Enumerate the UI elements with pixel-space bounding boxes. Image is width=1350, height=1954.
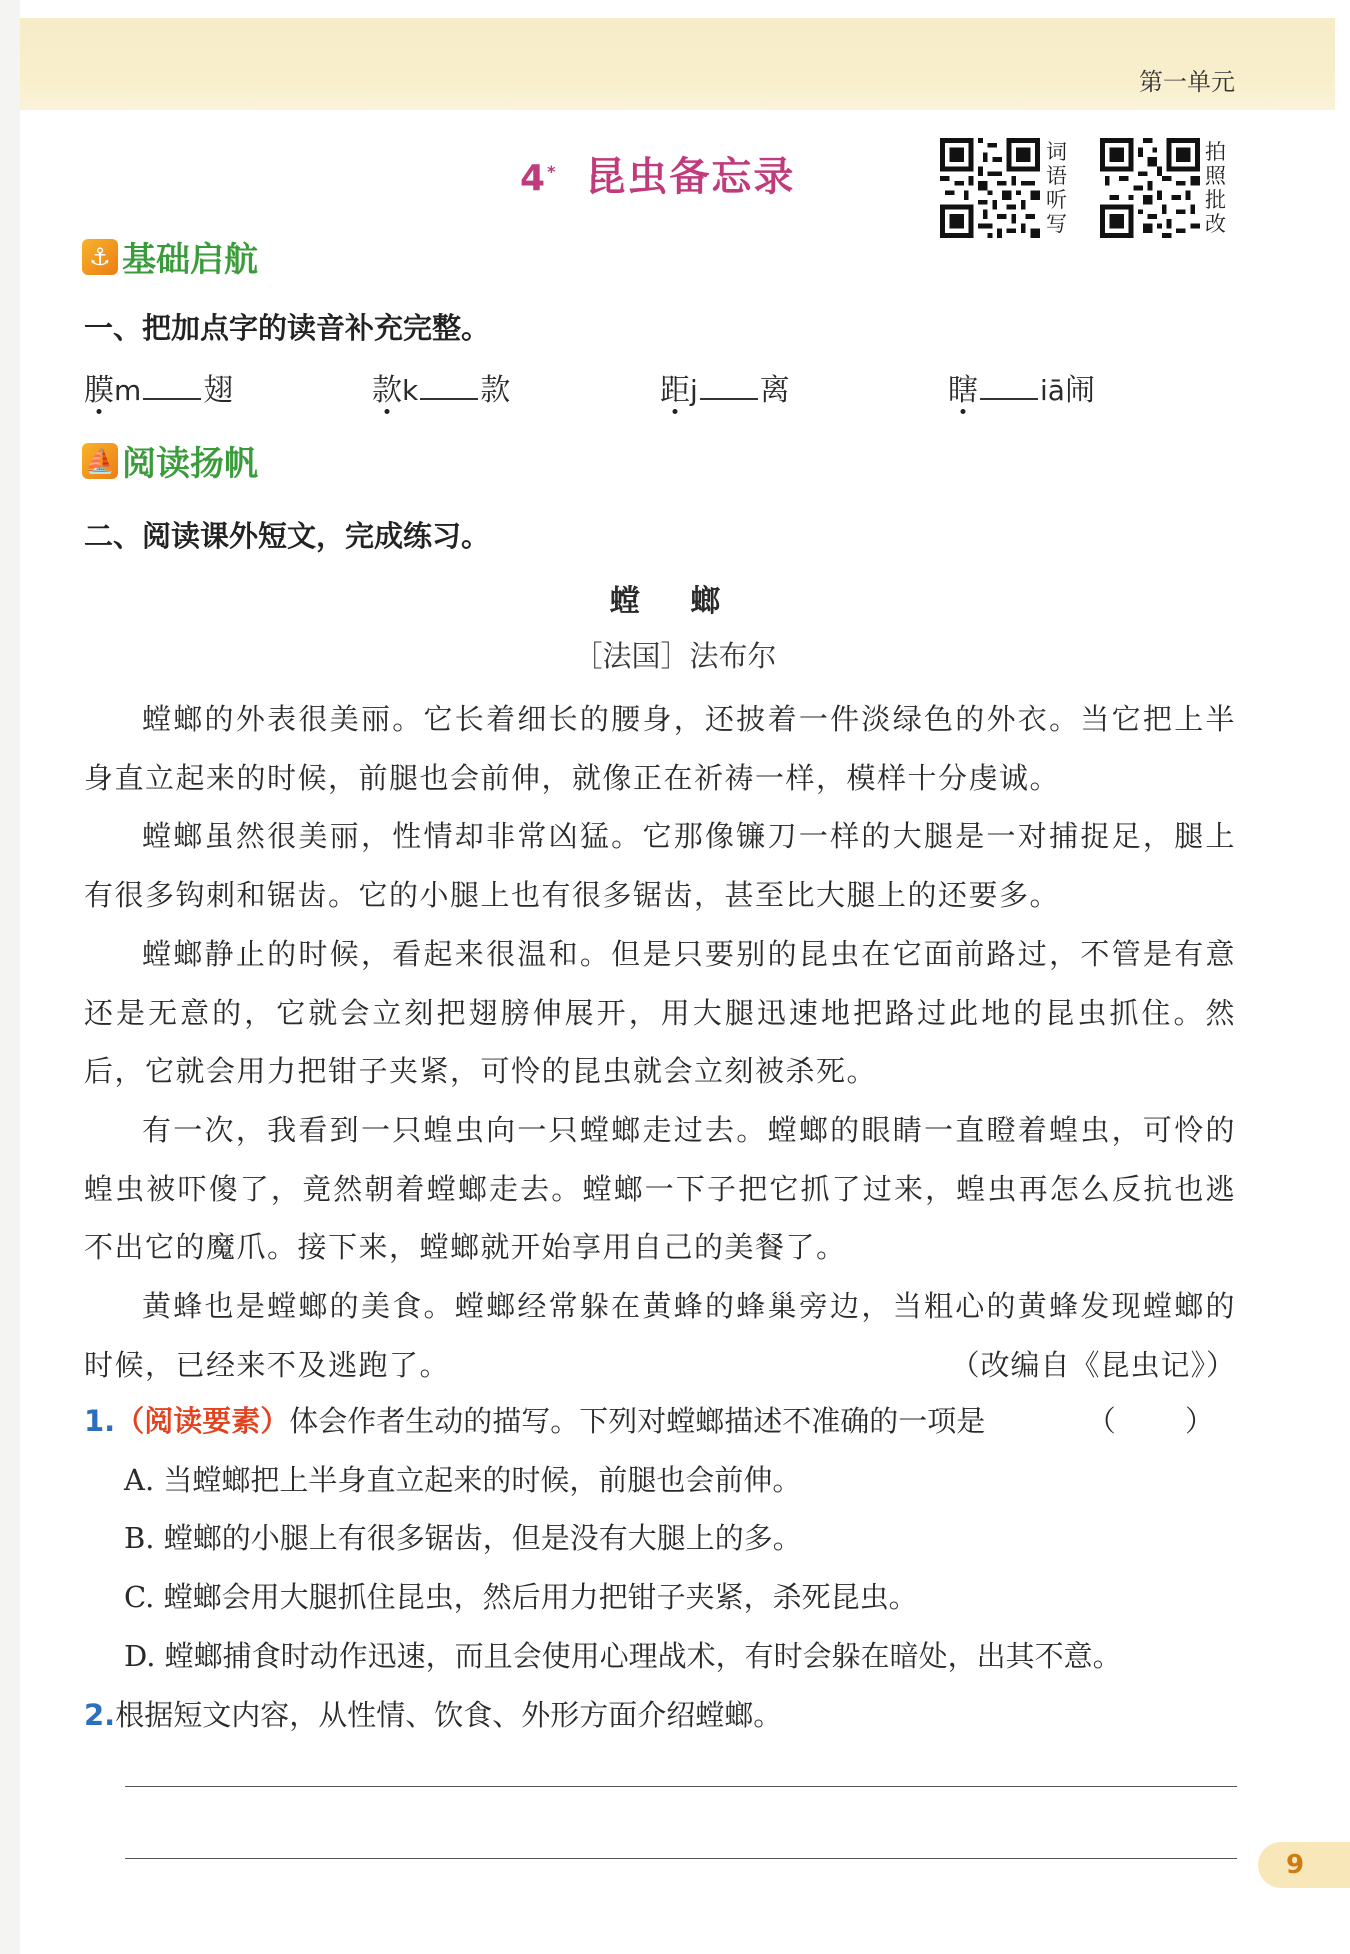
option-d: D. 螳螂捕食时动作迅速，而且会使用心理战术，有时会躲在暗处，出其不意。 xyxy=(124,1638,1122,1673)
pinyin-item: 距j 离 xyxy=(660,373,790,408)
qr-label-photo-grading: 拍 照 批 改 xyxy=(1205,140,1226,236)
passage-paragraph: 螳螂静止的时候，看起来很温和。但是只要别的昆虫在它面前路过，不管是有意还是无意的，它就会立刻把翅膀伸展开，用大腿迅速地把路过此地的昆虫抓住。然后，它就会用力把钳子夹紧，可怜的昆虫就会立刻被杀死。 xyxy=(84,936,1236,1089)
passage-paragraph: 黄蜂也是螳螂的美食。螳螂经常躲在黄蜂的蜂巢旁边，当粗心的黄蜂发现螳螂的时候，已经来不及逃跑了。 （改编自《昆虫记》） xyxy=(84,1277,1236,1394)
qr-code-dictation[interactable] xyxy=(940,138,1040,238)
passage-paragraph: 有一次，我看到一只蝗虫向一只螳螂走过去。螳螂的眼睛一直瞪着蝗虫，可怜的蝗虫被吓傻了，竟然朝着螳螂走去。螳螂一下子把它抓了过来，蝗虫再怎么反抗也逃不出它的魔爪。接下来，螳螂就开始享用自己的美餐了。 xyxy=(84,1112,1236,1265)
sailboat-icon: ⛵ xyxy=(82,443,118,479)
question-2-prompt: 二、阅读课外短文，完成练习。 xyxy=(84,519,491,553)
header-band xyxy=(20,18,1335,110)
answer-blank[interactable] xyxy=(980,374,1038,400)
lesson-number: 4* xyxy=(520,158,558,199)
answer-line[interactable] xyxy=(125,1858,1237,1859)
pinyin-item: 款k 款 xyxy=(372,373,511,408)
passage-title: 螳 螂 xyxy=(609,584,741,619)
pinyin-exercise xyxy=(84,365,1284,415)
reading-questions xyxy=(84,1392,1244,1744)
unit-label: 第一单元 xyxy=(1139,68,1235,96)
reading-element-tag: （阅读要素） xyxy=(115,1404,290,1438)
lesson-title-text: 昆虫备忘录 xyxy=(585,154,796,200)
answer-blank[interactable] xyxy=(700,374,758,400)
page-gutter xyxy=(0,0,20,1954)
question-1: 1.（阅读要素）体会作者生动的描写。下列对螳螂描述不准确的一项是 （ ） xyxy=(84,1392,1244,1451)
answer-line[interactable] xyxy=(125,1786,1237,1787)
option-a: A. 当螳螂把上半身直立起来的时候，前腿也会前伸。 xyxy=(124,1462,802,1497)
option-b: B. 螳螂的小腿上有很多锯齿，但是没有大腿上的多。 xyxy=(124,1521,802,1556)
passage-body xyxy=(84,690,1236,1394)
section-reading: ⛵ 阅读扬帆 xyxy=(82,436,258,485)
answer-blank[interactable] xyxy=(143,374,201,400)
passage-paragraph: 螳螂的外表很美丽。它长着细长的腰身，还披着一件淡绿色的外衣。当它把上半身直立起来的时候，前腿也会前伸，就像正在祈祷一样，模样十分虔诚。 xyxy=(84,702,1236,795)
question-1-prompt: 一、把加点字的读音补充完整。 xyxy=(84,311,491,345)
passage-paragraph: 螳螂虽然很美丽，性情却非常凶猛。它那像镰刀一样的大腿是一对捕捉足，腿上有很多钩刺和锯齿。它的小腿上也有很多锯齿，甚至比大腿上的还要多。 xyxy=(84,819,1236,913)
answer-bracket[interactable]: （ ） xyxy=(1086,1404,1244,1438)
answer-blank[interactable] xyxy=(420,374,478,400)
lesson-title xyxy=(520,145,795,202)
passage-author: ［法国］法布尔 xyxy=(573,639,777,673)
passage-source: （改编自《昆虫记》） xyxy=(950,1347,1236,1382)
qr-label-dictation: 词 语 听 写 xyxy=(1046,140,1067,236)
option-c: C. 螳螂会用大腿抓住昆虫，然后用力把钳子夹紧，杀死昆虫。 xyxy=(124,1580,918,1615)
qr-code-photo-grading[interactable] xyxy=(1100,138,1200,238)
pinyin-item: 瞎 iā闹 xyxy=(948,373,1095,408)
section-basics: ⚓ 基础启航 xyxy=(82,232,258,281)
pinyin-item: 膜m 翅 xyxy=(84,373,234,408)
anchor-icon: ⚓ xyxy=(82,239,118,275)
question-2: 2.根据短文内容，从性情、饮食、外形方面介绍螳螂。 xyxy=(84,1697,783,1732)
page-number: 9 xyxy=(1258,1842,1350,1888)
